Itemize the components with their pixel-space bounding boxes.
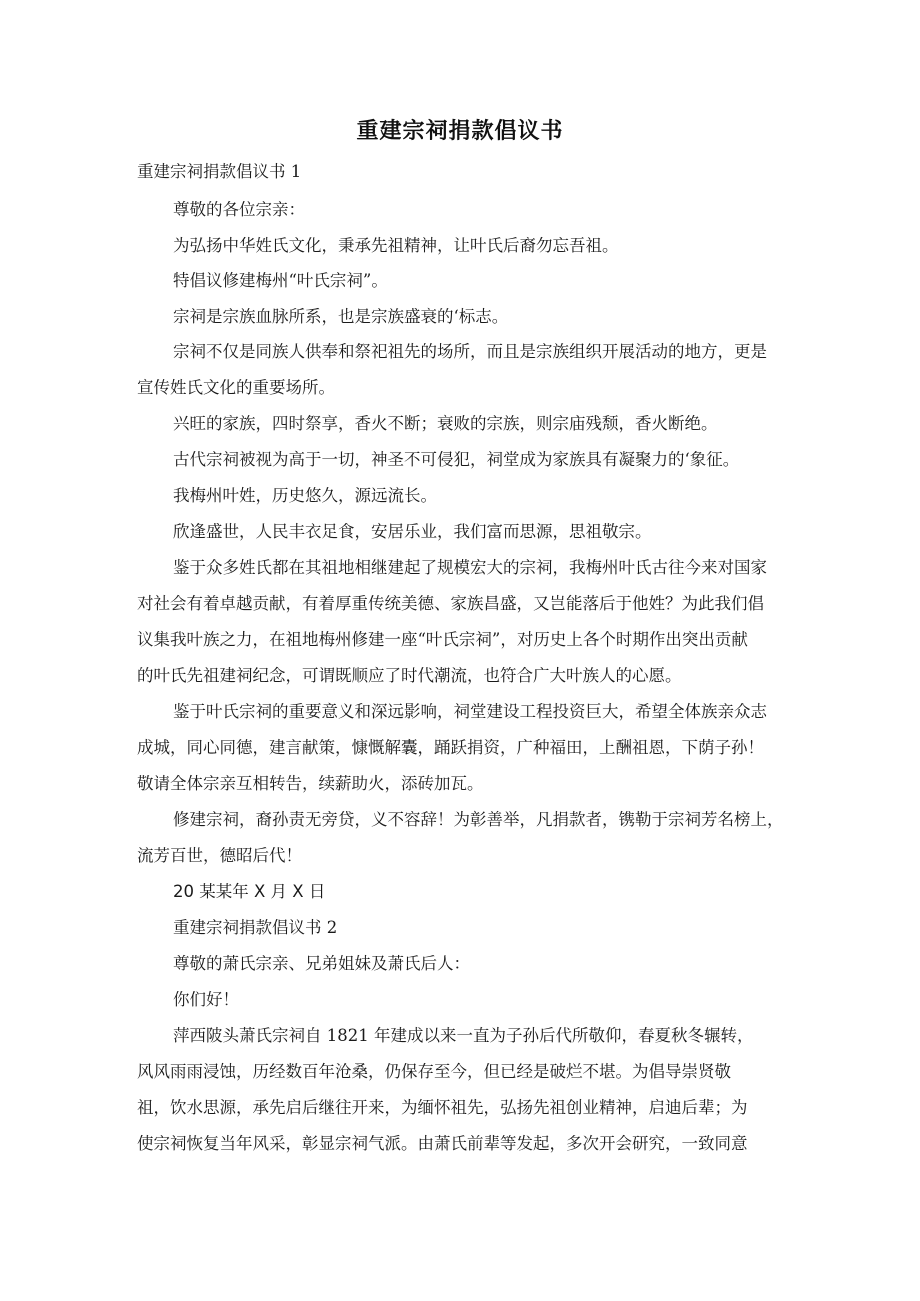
paragraph-line: 对社会有着卓越贡献，有着厚重传统美德、家族昌盛，又岂能落后于他姓？为此我们倡 [137, 594, 764, 613]
section-heading-1: 重建宗祠捐款倡议书 1 [137, 162, 302, 181]
paragraph-line: 修建宗祠，裔孙责无旁贷，义不容辞！为彰善举，凡捐款者，镌勒于宗祠芳名榜上， [173, 810, 784, 829]
paragraph-line: 风风雨雨浸蚀，历经数百年沧桑，仍保存至今，但已经是破烂不堪。为倡导崇贤敬 [137, 1062, 731, 1081]
paragraph-line: 祖，饮水思源，承先启后继往开来，为缅怀祖先，弘扬先祖创业精神，启迪后辈；为 [137, 1098, 748, 1117]
paragraph: 宗祠是宗族血脉所系，也是宗族盛衰的‘标志。 [173, 307, 509, 326]
paragraph-line: 萍西陂头萧氏宗祠自 1821 年建成以来一直为子孙后代所敬仰，春夏秋冬辗转， [173, 1026, 754, 1045]
paragraph: 尊敬的萧氏宗亲、兄弟姐妹及萧氏后人： [173, 954, 470, 973]
paragraph-line: 鉴于众多姓氏都在其祖地相继建起了规模宏大的宗祠，我梅州叶氏古往今来对国家 [173, 558, 767, 577]
paragraph: 你们好！ [173, 990, 239, 1009]
paragraph-line: 成城，同心同德，建言献策，慷慨解囊，踊跃捐资，广种福田，上酬祖恩，下荫子孙！ [137, 738, 764, 757]
paragraph: 欣逢盛世，人民丰衣足食，安居乐业，我们富而思源，思祖敬宗。 [173, 522, 652, 541]
paragraph: 为弘扬中华姓氏文化，秉承先祖精神，让叶氏后裔勿忘吾祖。 [173, 236, 619, 255]
paragraph: 特倡议修建梅州“叶氏宗祠”。 [173, 271, 388, 290]
date-line: 20 某某年 X 月 X 日 [173, 882, 326, 901]
paragraph: 古代宗祠被视为高于一切，神圣不可侵犯，祠堂成为家族具有凝聚力的‘象征。 [173, 450, 740, 469]
paragraph-line: 敬请全体宗亲互相转告，续薪助火，添砖加瓦。 [137, 774, 484, 793]
paragraph-line: 宣传姓氏文化的重要场所。 [137, 378, 335, 397]
paragraph: 我梅州叶姓，历史悠久，源远流长。 [173, 486, 437, 505]
paragraph-line: 使宗祠恢复当年风采，彰显宗祠气派。由萧氏前辈等发起，多次开会研究，一致同意 [137, 1134, 748, 1153]
paragraph: 兴旺的家族，四时祭享，香火不断；衰败的宗族，则宗庙残颓，香火断绝。 [173, 414, 718, 433]
paragraph-line: 的叶氏先祖建祠纪念，可谓既顺应了时代潮流，也符合广大叶族人的心愿。 [137, 666, 682, 685]
paragraph-line: 宗祠不仅是同族人供奉和祭祀祖先的场所，而且是宗族组织开展活动的地方，更是 [173, 342, 767, 361]
paragraph-line: 流芳百世，德昭后代！ [137, 846, 302, 865]
paragraph-line: 鉴于叶氏宗祠的重要意义和深远影响，祠堂建设工程投资巨大，希望全体族亲众志 [173, 702, 767, 721]
section-heading-2: 重建宗祠捐款倡议书 2 [173, 918, 338, 937]
document-title: 重建宗祠捐款倡议书 [356, 119, 564, 144]
paragraph-line: 议集我叶族之力，在祖地梅州修建一座“叶氏宗祠”，对历史上各个时期作出突出贡献 [137, 630, 748, 649]
paragraph: 尊敬的各位宗亲： [173, 200, 305, 219]
